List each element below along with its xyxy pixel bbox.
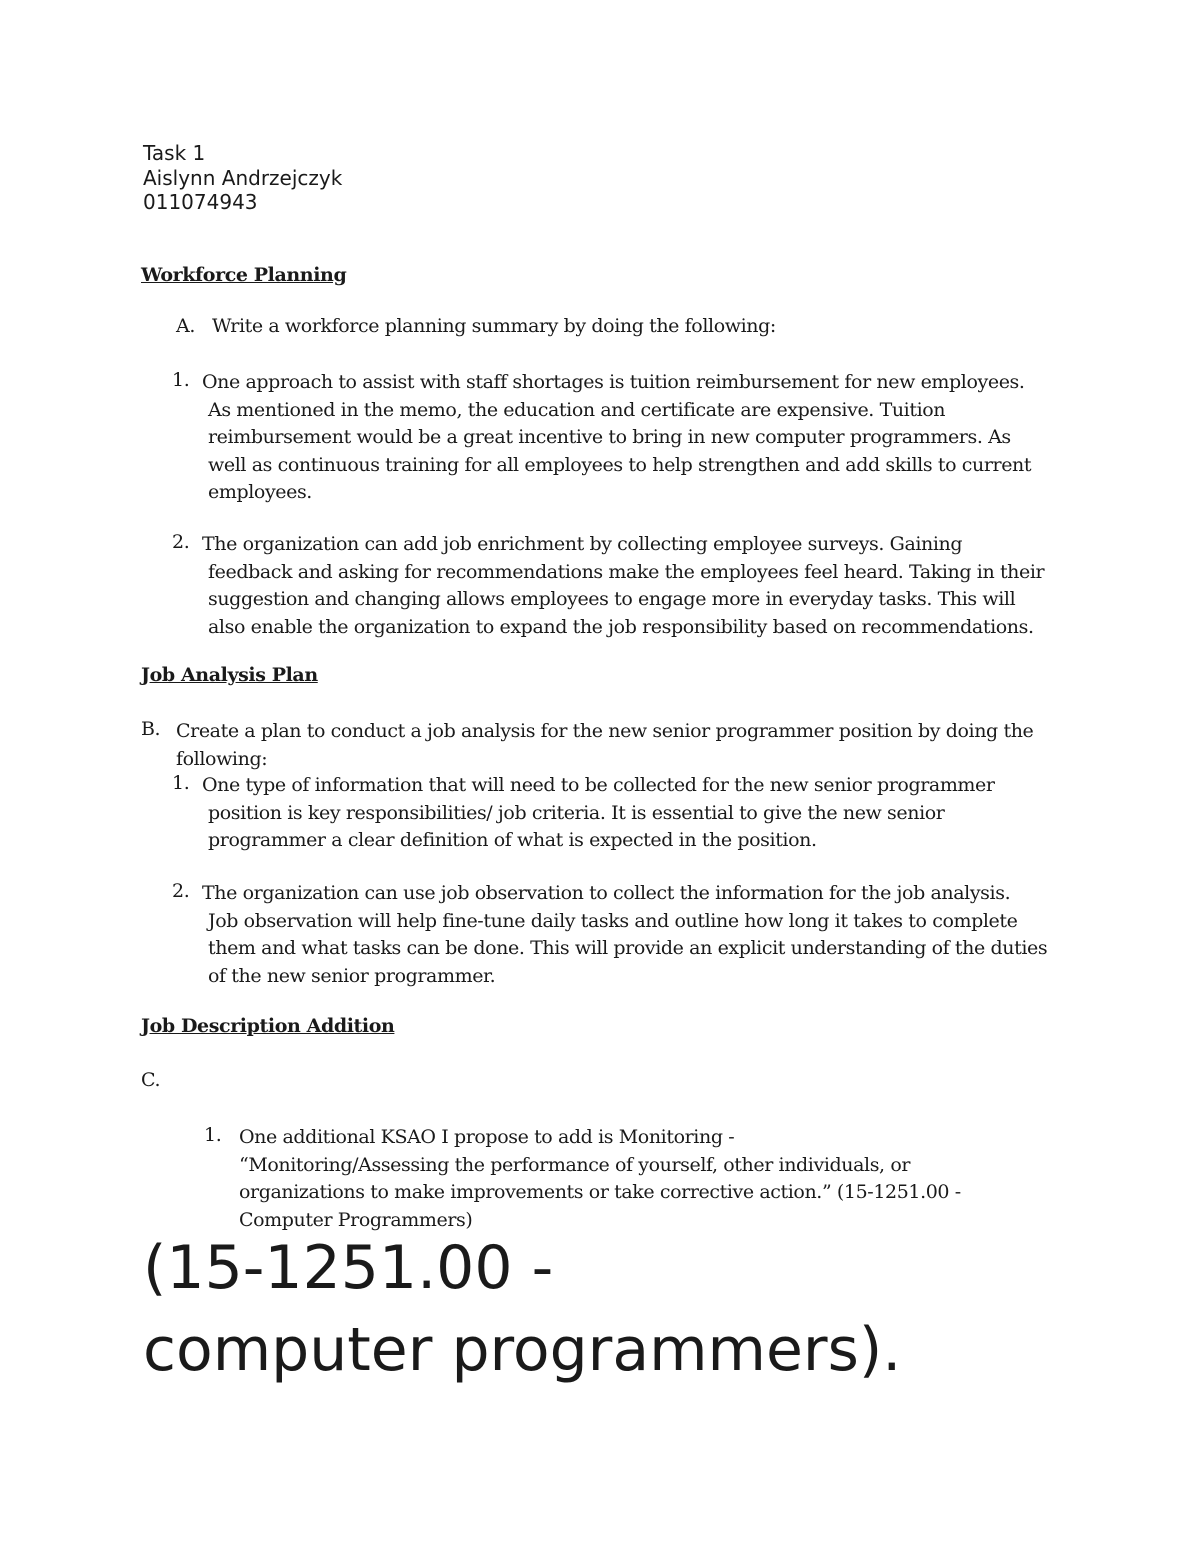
task-label: Task 1 bbox=[143, 141, 206, 165]
text-line: well as continuous training for all employees to help strengthen and add skills to current bbox=[208, 453, 1032, 476]
list-number: 1. bbox=[204, 1124, 222, 1146]
text-line: The organization can add job enrichment by collecting employee surveys. Gaining bbox=[202, 533, 963, 555]
text-line: The organization can use job observation to collect the information for the job analysis. bbox=[202, 882, 1011, 904]
section-letter-c: C. bbox=[141, 1069, 161, 1091]
text-line: programmer a clear definition of what is expected in the position. bbox=[208, 829, 817, 851]
list-number: 1. bbox=[172, 772, 190, 794]
text-line: One additional KSAO I propose to add is Monitoring - bbox=[239, 1126, 735, 1148]
section-heading-job-analysis: Job Analysis Plan bbox=[141, 664, 318, 686]
section-letter-a: A. bbox=[176, 315, 195, 337]
list-item-text bbox=[0, 880, 1047, 990]
text-line: of the new senior programmer. bbox=[208, 964, 496, 987]
section-heading-job-description: Job Description Addition bbox=[141, 1015, 395, 1037]
text-line: organizations to make improvements or take corrective action.” (15-1251.00 - bbox=[239, 1181, 961, 1203]
list-item-text bbox=[0, 369, 1031, 507]
text-line: Job observation will help fine-tune daily tasks and outline how long it takes to complete bbox=[208, 909, 1018, 932]
text-line: One type of information that will need to be collected for the new senior programmer bbox=[202, 774, 995, 796]
text-line: reimbursement would be a great incentive to bring in new computer programmers. As bbox=[208, 426, 1011, 448]
list-number: 2. bbox=[172, 880, 190, 902]
section-prompt-a: Write a workforce planning summary by doing the following: bbox=[212, 315, 776, 337]
text-line: Create a plan to conduct a job analysis for the new senior programmer position by doing the bbox=[176, 720, 1034, 742]
text-line: employees. bbox=[208, 481, 312, 503]
author-name: Aislynn Andrzejczyk bbox=[143, 166, 343, 190]
list-item-text bbox=[0, 1124, 961, 1234]
text-line: following: bbox=[176, 747, 268, 770]
text-line: them and what tasks can be done. This will provide an explicit understanding of the duties bbox=[208, 937, 1048, 959]
section-letter-b: B. bbox=[141, 718, 161, 740]
text-line: One approach to assist with staff shortages is tuition reimbursement for new employees. bbox=[202, 371, 1025, 393]
text-line: Computer Programmers) bbox=[239, 1208, 473, 1231]
list-number: 1. bbox=[172, 369, 190, 391]
text-line: also enable the organization to expand the job responsibility based on recommendations. bbox=[208, 615, 1034, 638]
text-line: position is key responsibilities/ job criteria. It is essential to give the new senior bbox=[208, 801, 945, 824]
section-prompt-b bbox=[0, 718, 1033, 773]
large-text-line-1: (15-1251.00 - bbox=[143, 1233, 554, 1303]
section-heading-workforce: Workforce Planning bbox=[141, 264, 347, 286]
student-id: 011074943 bbox=[143, 190, 258, 214]
text-line: suggestion and changing allows employees to engage more in everyday tasks. This will bbox=[208, 588, 1016, 610]
large-text-line-2: computer programmers). bbox=[143, 1315, 902, 1385]
list-item-text bbox=[0, 531, 1044, 641]
list-item-text bbox=[0, 772, 995, 855]
text-line: feedback and asking for recommendations make the employees feel heard. Taking in their bbox=[208, 560, 1045, 583]
list-number: 2. bbox=[172, 531, 190, 553]
text-line: “Monitoring/Assessing the performance of yourself, other individuals, or bbox=[239, 1153, 911, 1176]
text-line: As mentioned in the memo, the education and certificate are expensive. Tuition bbox=[208, 398, 946, 421]
